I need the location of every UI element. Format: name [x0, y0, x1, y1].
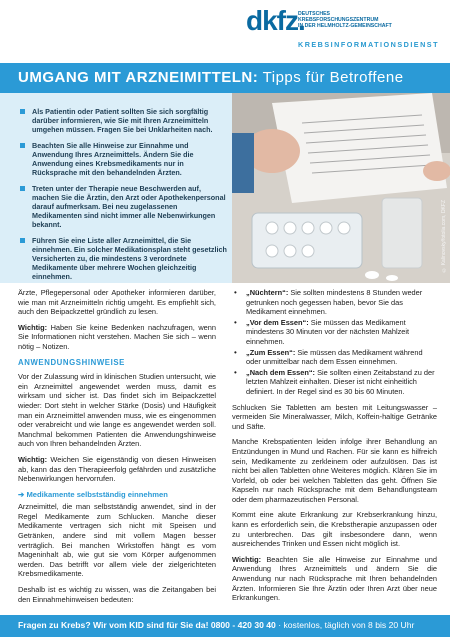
title-main: UMGANG MIT ARZNEIMITTELN:: [18, 69, 259, 86]
paragraph: [18, 323, 216, 352]
page-title: [18, 69, 404, 86]
paragraph: Vor der Zulassung wird in klinischen Studien untersucht, wie ein Arzneimittel angewendet werden muss, damit es wirksam und sicher ist. Das findet sich im Beipackzettel wieder: Dort steht in welcher Stärke (Dosis) und Häufigkeit man ein Arzneimittel anwenden muss, wie es eingenommen oder verabreicht und wie lange es angewendet werden soll. Manchmal bekommen Patienten die Anwendungshinweise auch von Ihren behandelnden Ärzten.: [18, 372, 216, 449]
paragraph: Arzneimittel, die man selbstständig anwendet, sind in der Regel Medikamente zum Schlucken. Manche dieser Medikamente vertragen sich nicht mit Speisen und Getränken, andere sind mit vollem Magen besser verträglich. Bei manchen Wirkstoffen hängt es vom Mageninhalt ab, wie gut sie vom Körper aufgenommen werden. Das betrifft vor allem viele der zielgerichteten Krebsmedikamente.: [18, 502, 216, 579]
bold-label: Wichtig:: [232, 554, 262, 564]
intro-item: [18, 141, 228, 177]
footer-phone[interactable]: 0800 - 420 30 40: [210, 620, 276, 630]
header: [0, 0, 450, 60]
title-bar: [0, 63, 450, 93]
medication-photo: [232, 93, 450, 283]
intro-text: Beachten Sie alle Hinweise zur Einnahme und Anwendung Ihres Arzneimittels. Ändern Sie die Anwendung eines Krebsmedikaments nur in Rücksprache mit den behandelnden Ärzten.: [32, 141, 194, 177]
subsection-heading: ➔ Medikamente selbstständig einnehmen: [18, 489, 168, 499]
logo-subtitle: KREBSINFORMATIONSDIENST: [298, 40, 439, 49]
paragraph: [18, 455, 216, 484]
logo-text: [298, 11, 438, 29]
footer-hours: kostenlos, täglich von 8 bis 20 Uhr: [283, 620, 415, 630]
footer-question: Fragen zu Krebs? Wir vom KID sind für Sie da!: [18, 620, 209, 630]
term-text: Sie sollten einen Zeitabstand zu der letzten Mahlzeit einhalten. Dieser ist nicht einheitlich definiert. In der Regel sind es 30 bis 60 Minuten.: [246, 367, 435, 396]
footer-text: Fragen zu Krebs? Wir vom KID sind für Sie da! 0800 - 420 30 40 · kostenlos, täglich von 8 bis 20 Uhr: [18, 620, 415, 630]
list-item: [232, 288, 437, 317]
timing-list: [232, 288, 437, 397]
intro-text: Treten unter der Therapie neue Beschwerden auf, machen Sie die Ärztin, den Arzt oder Apothekenpersonal darauf aufmerksam. Bei neu zugelassenen Medikamenten sind nicht immer alle Nebenwirkungen bekannt.: [32, 184, 226, 229]
intro-item: [18, 184, 228, 229]
term-text: Sie sollten mindestens 8 Stunden weder getrunken noch gegessen haben, bevor Sie das Medikament einnehmen.: [246, 288, 423, 317]
term: „Nach dem Essen“:: [246, 367, 316, 377]
bullet-icon: •: [234, 317, 237, 327]
paragraph-text: Beachten Sie alle Hinweise zur Einnahme und Anwendung Ihres Arzneimittels und ändern Sie die Anwendung nur nach Rücksprache mit Ihren behandelnden Ärzten. Informieren Sie Ihre Ärztin oder Ihren Arzt über neue Erkrankungen.: [232, 554, 437, 603]
bullet-icon: •: [234, 288, 237, 297]
intro-item: [18, 236, 228, 281]
section-heading: ANWENDUNGSHINWEISE: [18, 357, 125, 367]
term: „Vor dem Essen“:: [246, 317, 309, 327]
square-bullet-icon: [20, 143, 25, 148]
square-bullet-icon: [20, 109, 25, 114]
logo-line-2: KREBSFORSCHUNGSZENTRUM: [298, 17, 379, 23]
square-bullet-icon: [20, 238, 25, 243]
bullet-icon: •: [234, 367, 237, 377]
logo-mark: dkfz.: [246, 5, 305, 36]
bullet-icon: •: [234, 347, 237, 357]
square-bullet-icon: [20, 186, 25, 191]
dkfz-logo: [246, 5, 439, 51]
list-item: [232, 318, 437, 347]
paragraph: Manche Krebspatienten leiden infolge ihrer Behandlung an Entzündungen in Mund und Rachen. Für sie kann es hilfreich sein, Medikamente zu zerkleinern oder aufzulösen. Das ist nicht bei allen Tabletten ohne Weiteres möglich. Klären Sie im Vorfeld, ob oder bei welchen Tabletten das geht. Öffnen Sie Kapseln nur nach Rücksprache mit dem Behandlungsteam oder dem pharmazeutischen Personal.: [232, 437, 437, 504]
paragraph: Ärzte, Pflegepersonal oder Apotheker informieren darüber, wie man mit Arzneimitteln richtig umgeht. Es empfiehlt sich, auch den Beipackzettel gründlich zu lesen.: [18, 288, 216, 317]
intro-text: Führen Sie eine Liste aller Arzneimittel, die Sie einnehmen. Ein solcher Medikationsplan steht gesetzlich Versicherten zu, die mindestens 3 verordnete Medikamente über mehrere Wochen gleichzeitig einnehmen.: [32, 236, 227, 281]
right-column: [232, 288, 437, 609]
footer: [0, 615, 450, 637]
list-item: [232, 368, 437, 397]
left-column: [18, 288, 216, 610]
bold-label: Wichtig:: [18, 322, 48, 332]
term: „Zum Essen“:: [246, 347, 296, 357]
logo-line-3: IN DER HELMHOLTZ-GEMEINSCHAFT: [298, 23, 392, 29]
term: „Nüchtern“:: [246, 288, 289, 297]
list-item: [232, 348, 437, 367]
intro-item: [18, 107, 228, 134]
photo-credit: © Kalinovsky/fotolia.com, DKFZ: [441, 200, 447, 273]
paragraph: [232, 555, 437, 603]
intro-text: Als Patientin oder Patient sollten Sie sich sorgfältig darüber informieren, wie Sie mit Ihren Arzneimitteln umgehen müssen. Fragen Sie bei Unklarheiten nach.: [32, 107, 213, 134]
title-sub: Tipps für Betroffene: [258, 69, 404, 86]
paragraph: Deshalb ist es wichtig zu wissen, was die Zeitangaben bei den Einnahmehinweisen bedeuten:: [18, 585, 216, 604]
logo-line-1: DEUTSCHES: [298, 11, 330, 17]
term-text: Sie müssen das Medikament während oder unmittelbar nach dem Essen einnehmen.: [246, 347, 423, 367]
bold-label: Wichtig:: [18, 454, 48, 464]
intro-list: [18, 107, 228, 288]
photo-illustration: [232, 93, 450, 283]
paragraph-text: Weichen Sie eigenständig von diesen Hinweisen ab, kann das den Therapieerfolg gefährden und zusätzliche Nebenwirkungen hervorrufen.: [18, 454, 216, 484]
paragraph-text: Haben Sie keine Bedenken nachzufragen, wenn Sie Informationen nicht verstehen. Machen Sie sich – wenn nötig – Notizen.: [18, 322, 216, 351]
term-text: Sie müssen das Medikament mindestens 30 Minuten vor der nächsten Mahlzeit einnehmen.: [246, 317, 410, 346]
paragraph: Schlucken Sie Tabletten am besten mit Leitungswasser – vermeiden Sie Mineralwasser, Milch, Koffein-haltige Getränke und Säfte.: [232, 402, 437, 431]
paragraph: Kommt eine akute Erkrankung zur Krebserkrankung hinzu, kann es erforderlich sein, die Krebstherapie anzupassen oder zu unterbrechen. Das gilt insbesondere dann, wenn ausreichendes Trinken und Essen nicht möglich ist.: [232, 510, 437, 549]
